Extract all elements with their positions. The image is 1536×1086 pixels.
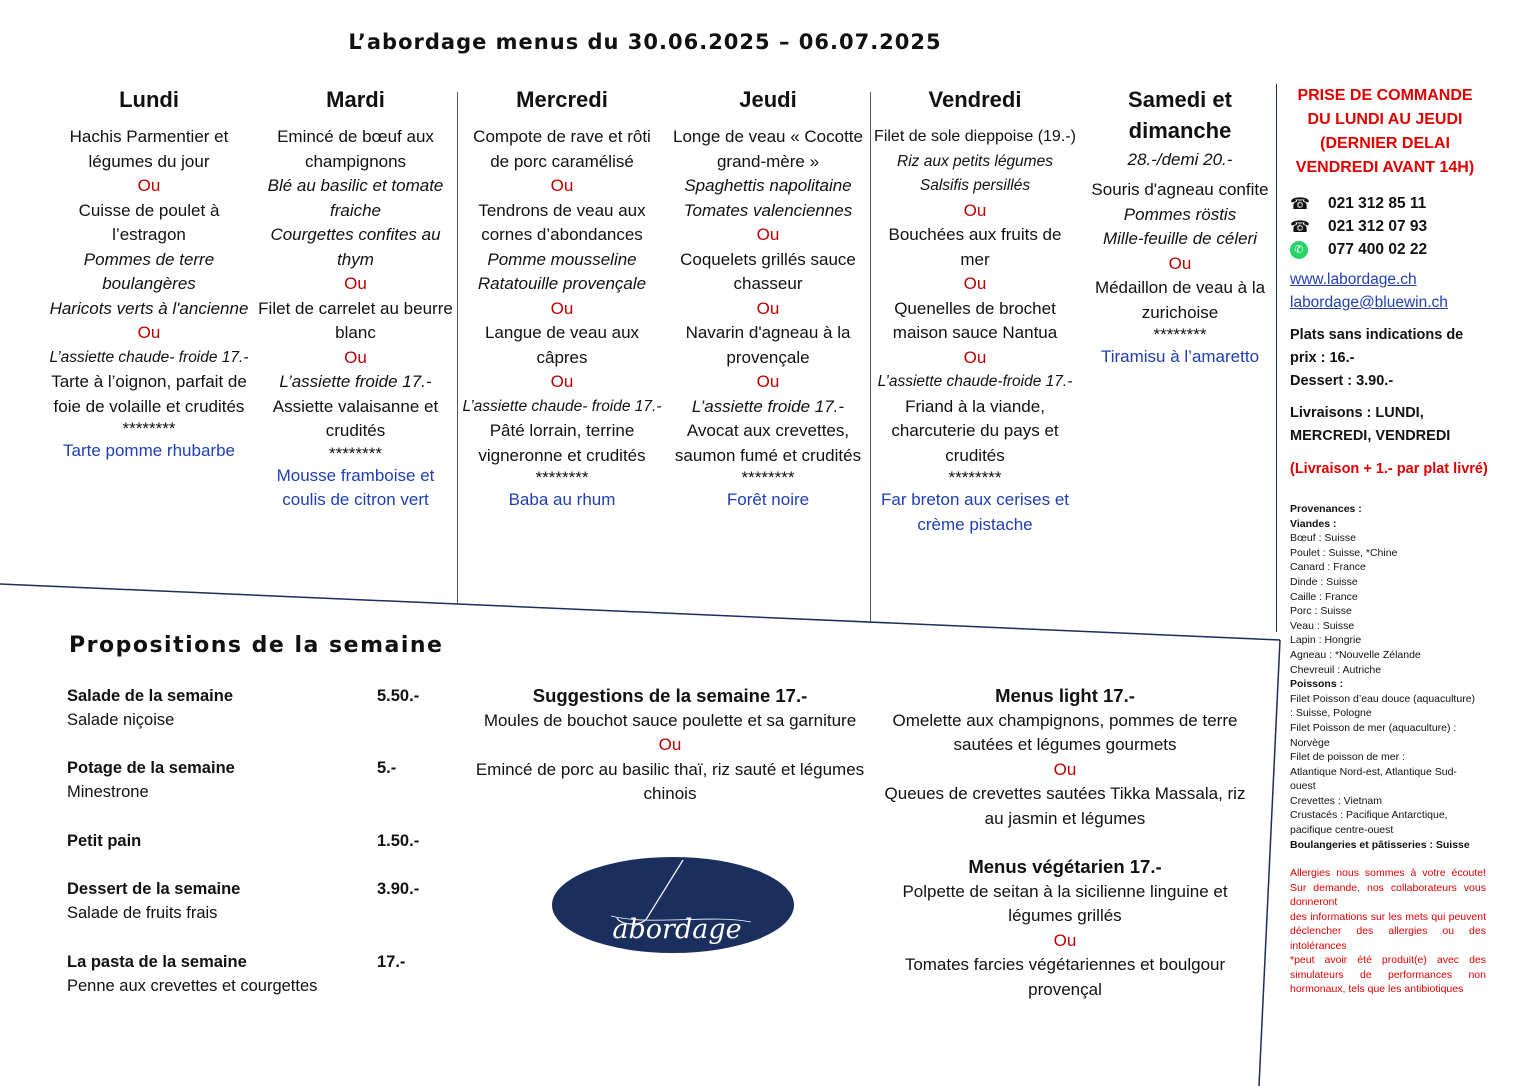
- provenance-line: Chevreuil : Autriche: [1290, 663, 1382, 676]
- menu-line: Pommes de terre: [83, 249, 215, 269]
- order-deadline: [1290, 84, 1480, 180]
- email-link[interactable]: labordage@bluewin.ch: [1290, 294, 1448, 311]
- or-separator: Ou: [658, 735, 682, 754]
- phone-row[interactable]: [1290, 238, 1427, 261]
- menu-line: boulangères: [102, 274, 196, 293]
- or-separator: Ou: [137, 176, 161, 195]
- menu-line: Coquelets grillés sauce: [680, 249, 856, 269]
- proposition-desc: Salade niçoise: [67, 711, 175, 729]
- menu-line: Salsifis persillés: [919, 177, 1031, 194]
- menu-line: L’assiette chaude- froide 17.-: [462, 397, 662, 415]
- provenance-line: Agneau : *Nouvelle Zélande: [1290, 648, 1421, 661]
- menu-line: Polpette de seitan à la sicilienne linguine et: [902, 881, 1228, 901]
- provenance-line: Norvège: [1290, 736, 1330, 749]
- order-line: VENDREDI AVANT 14H): [1295, 159, 1475, 176]
- price-line: prix : 16.-: [1290, 350, 1355, 366]
- provenance-line: Filet de poisson de mer :: [1290, 751, 1405, 764]
- menu-line: Cuisse de poulet à: [78, 200, 220, 220]
- allergy-notice: [1290, 866, 1486, 997]
- proposition-price: 5.50.-: [377, 687, 420, 705]
- menu-line: mer: [960, 249, 990, 269]
- delivery-line: MERCREDI, VENDREDI: [1290, 428, 1451, 444]
- proposition-price: 3.90.-: [377, 880, 420, 898]
- menu-line: maison sauce Nantua: [892, 323, 1058, 342]
- menu-line: grand-mère »: [716, 151, 820, 171]
- delivery-fee: (Livraison + 1.- par plat livré): [1290, 461, 1488, 477]
- price-line: Plats sans indications de: [1290, 327, 1464, 343]
- or-separator: Ou: [1053, 759, 1077, 779]
- menu-line: au jasmin et légumes: [984, 808, 1146, 828]
- proposition-name: Salade de la semaine: [67, 687, 234, 705]
- day-name: Jeudi: [739, 87, 797, 112]
- suggestions-heading: Suggestions de la semaine 17.-: [532, 685, 808, 706]
- whatsapp-icon: ✆: [1290, 240, 1328, 259]
- phone-row[interactable]: [1290, 215, 1427, 238]
- menu-line: saumon fumé et crudités: [674, 445, 862, 465]
- menu-line: légumes grillés: [1008, 906, 1122, 925]
- menu-line: charcuterie du pays et: [891, 421, 1059, 440]
- menu-line: Tarte à l’oignon, parfait de: [51, 372, 247, 391]
- phone-row[interactable]: [1290, 192, 1427, 215]
- provenance-line: ouest: [1290, 780, 1316, 793]
- or-separator: Ou: [344, 274, 367, 293]
- menu-line: Souris d'agneau confite: [1091, 180, 1269, 199]
- menu-line: Queues de crevettes sautées Tikka Massala, riz: [884, 784, 1246, 803]
- proposition-price: 5.-: [377, 759, 397, 777]
- dessert-line: Tarte pomme rhubarbe: [63, 441, 235, 460]
- or-separator: Ou: [963, 274, 987, 293]
- provenance-line: Poulet : Suisse, *Chine: [1290, 546, 1398, 559]
- menu-line: blanc: [335, 323, 376, 342]
- allergy-text: Allergies nous sommes à votre écoute! Sur demande, nos collaborateurs vous donneront: [1290, 867, 1486, 908]
- phone-icon: ☎: [1290, 195, 1310, 213]
- menus-vegetarian-lines: [875, 880, 1255, 1003]
- dessert-line: Mousse framboise et: [276, 465, 435, 485]
- or-separator: Ou: [756, 372, 780, 391]
- menu-line: Moules de bouchot sauce poulette et sa garniture: [483, 710, 857, 730]
- dessert-line: Baba au rhum: [508, 490, 616, 509]
- provenance-line: Boulangeries et pâtisseries : Suisse: [1290, 838, 1470, 851]
- provenance-line: Dinde : Suisse: [1290, 575, 1358, 588]
- provenance-line: : Suisse, Pologne: [1290, 707, 1372, 720]
- menu-line: Navarin d'agneau à la: [685, 323, 851, 342]
- proposition-name: Potage de la semaine: [67, 759, 235, 777]
- page-title: L’abordage menus du 30.06.2025 – 06.07.2025: [348, 30, 942, 54]
- menus-vegetarian-block: [875, 855, 1255, 1002]
- suggestions-lines: [470, 709, 870, 807]
- website-link[interactable]: www.labordage.ch: [1290, 271, 1417, 288]
- provenance-line: Bœuf : Suisse: [1290, 532, 1356, 545]
- day-name: Mercredi: [516, 87, 608, 112]
- menu-line: Emincé de bœuf aux: [277, 127, 434, 146]
- proposition-price: 1.50.-: [377, 832, 420, 850]
- provenance-line: Filet Poisson d’eau douce (aquaculture): [1290, 692, 1476, 705]
- provenance-line: Canard : France: [1290, 561, 1366, 574]
- propositions-title: Propositions de la semaine: [69, 633, 444, 658]
- menu-line: l’estragon: [112, 225, 186, 244]
- proposition-item: [67, 877, 427, 925]
- menus-vegetarian-heading: Menus végétarien 17.-: [968, 856, 1162, 877]
- stars-divider: ********: [948, 468, 1002, 487]
- menu-line: de porc caramélisé: [490, 151, 634, 171]
- menu-line: Tomates farcies végétariennes et boulgour: [904, 955, 1226, 974]
- delivery-line: Livraisons : LUNDI,: [1290, 405, 1424, 421]
- menu-line: Compote de rave et rôti: [473, 127, 651, 146]
- menu-line: Filet de sole dieppoise (19.-): [874, 128, 1076, 145]
- provenance-line: Filet Poisson de mer (aquaculture) :: [1290, 721, 1457, 734]
- dessert-line: Tiramisu à l’amaretto: [1100, 347, 1260, 366]
- delivery-info: [1290, 402, 1490, 448]
- menu-line: L’assiette froide 17.-: [279, 372, 432, 391]
- menu-line: zurichoise: [1141, 302, 1219, 322]
- contact-links: [1290, 268, 1448, 314]
- menu-line: sautées et légumes gourmets: [953, 735, 1177, 754]
- proposition-item: [67, 756, 427, 804]
- dessert-line: crème pistache: [917, 514, 1033, 534]
- allergy-text: des informations sur les mets qui peuvent déclencher des allergies ou des intolérances: [1290, 910, 1486, 952]
- menu-line: chinois: [643, 784, 697, 803]
- provenance-line: Crustacés : Pacifique Antarctique,: [1290, 809, 1448, 822]
- menu-line: L’assiette chaude-froide 17.-: [877, 373, 1073, 390]
- suggestions-block: [470, 684, 870, 807]
- proposition-desc: Minestrone: [67, 783, 149, 801]
- menu-line: Emincé de porc au basilic thaï, riz sauté et légumes: [475, 759, 865, 779]
- provenance-line: Provenances :: [1290, 503, 1362, 515]
- menu-line: Mille-feuille de céleri: [1102, 229, 1257, 248]
- menu-line: Pâté lorrain, terrine: [489, 421, 635, 440]
- menu-line: Ratatouille provençale: [477, 274, 647, 293]
- order-line: DU LUNDI AU JEUDI: [1307, 111, 1463, 128]
- proposition-item: [67, 950, 427, 998]
- menu-line: provençale: [726, 347, 810, 367]
- menus-light-heading: Menus light 17.-: [995, 685, 1135, 706]
- menus-light-lines: [875, 709, 1255, 832]
- logo-wordmark: abordage: [612, 914, 742, 945]
- or-separator: Ou: [1053, 930, 1077, 950]
- provenance-line: Porc : Suisse: [1290, 605, 1352, 618]
- phone-icon: ☎: [1290, 218, 1310, 236]
- labordage-logo: [551, 856, 795, 954]
- proposition-item: [67, 829, 427, 853]
- menu-line: Longe de veau « Cocotte: [673, 127, 863, 146]
- menu-line: Friand à la viande,: [905, 396, 1045, 416]
- phone-number: 077 400 02 22: [1328, 240, 1428, 258]
- menu-line: chasseur: [733, 274, 803, 293]
- or-separator: Ou: [963, 200, 987, 220]
- provenance-line: Poissons :: [1290, 678, 1344, 691]
- menu-line: Tendrons de veau aux: [478, 200, 646, 220]
- provenances-list: [1290, 502, 1490, 852]
- or-separator: Ou: [1168, 253, 1192, 273]
- phone-list: [1290, 192, 1427, 261]
- provenance-line: Lapin : Hongrie: [1290, 634, 1362, 647]
- provenance-line: pacifique centre-ouest: [1290, 824, 1394, 837]
- menu-line: champignons: [304, 151, 407, 171]
- phone-number: 021 312 07 93: [1328, 217, 1428, 235]
- proposition-desc: Penne aux crevettes et courgettes: [67, 977, 318, 995]
- provenance-line: Caille : France: [1290, 590, 1358, 603]
- allergy-text: *peut avoir été produit(e) avec des simulateurs de performances non hormonaux, tels que les antibiotiques: [1290, 954, 1486, 995]
- or-separator: Ou: [963, 347, 987, 367]
- or-separator: Ou: [550, 176, 574, 195]
- menu-line: Pommes röstis: [1123, 204, 1237, 224]
- menu-line: crudités: [325, 421, 386, 440]
- or-separator: Ou: [344, 347, 367, 367]
- dessert-line: Far breton aux cerises et: [880, 490, 1070, 509]
- phone-number: 021 312 85 11: [1328, 194, 1427, 212]
- proposition-name: Petit pain: [67, 832, 142, 850]
- price-info: [1290, 324, 1490, 393]
- menu-line: vigneronne et crudités: [478, 445, 646, 465]
- order-line: PRISE DE COMMANDE: [1297, 87, 1473, 104]
- or-separator: Ou: [756, 225, 780, 244]
- menu-line: Médaillon de veau à la: [1094, 278, 1266, 297]
- stars-divider: ********: [535, 468, 589, 487]
- menu-line: Spaghettis napolitaine: [684, 176, 852, 195]
- menu-line: Omelette aux champignons, pommes de terre: [892, 710, 1238, 730]
- proposition-name: La pasta de la semaine: [67, 953, 247, 971]
- or-separator: Ou: [550, 372, 574, 391]
- menu-line: Riz aux petits légumes: [897, 152, 1053, 170]
- menu-line: Avocat aux crevettes,: [686, 421, 850, 440]
- proposition-name: Dessert de la semaine: [67, 880, 241, 898]
- menu-line: thym: [337, 249, 374, 269]
- provenance-line: Viandes :: [1290, 517, 1337, 530]
- menu-line: L’assiette chaude- froide 17.-: [49, 348, 249, 366]
- or-separator: Ou: [137, 323, 161, 342]
- or-separator: Ou: [550, 298, 574, 318]
- menu-line: Bouchées aux fruits de: [888, 225, 1062, 244]
- menu-line: Assiette valaisanne et: [272, 396, 439, 416]
- stars-divider: ********: [741, 468, 795, 487]
- order-line: (DERNIER DELAI: [1320, 135, 1450, 152]
- menu-line: Hachis Parmentier et: [69, 127, 229, 146]
- menu-line: Langue de veau aux: [484, 323, 640, 342]
- stars-divider: ********: [122, 419, 176, 438]
- proposition-price: 17.-: [377, 953, 406, 971]
- dessert-line: coulis de citron vert: [282, 490, 429, 509]
- provenance-line: Crevettes : Vietnam: [1290, 794, 1383, 807]
- menu-line: L’assiette froide 17.-: [691, 396, 845, 416]
- menu-line: Filet de carrelet au beurre: [258, 298, 453, 318]
- menu-line: Courgettes confites au: [270, 225, 441, 244]
- stars-divider: ********: [1153, 325, 1207, 344]
- menu-line: câpres: [536, 347, 588, 367]
- menu-line: Tomates valenciennes: [683, 200, 853, 220]
- day-name: Vendredi: [928, 87, 1022, 112]
- day-name: Mardi: [326, 87, 385, 112]
- menu-line: fraiche: [329, 200, 382, 220]
- weekend-price: 28.-/demi 20.-: [1127, 150, 1233, 169]
- menu-line: Quenelles de brochet: [894, 298, 1056, 318]
- proposition-item: [67, 684, 427, 732]
- stars-divider: ********: [329, 443, 382, 463]
- provenance-line: Veau : Suisse: [1290, 619, 1355, 632]
- menu-line: provençal: [1028, 979, 1102, 999]
- menu-line: cornes d’abondances: [481, 225, 643, 244]
- menu-line: Pomme mousseline: [487, 249, 637, 269]
- menu-line: Blé au basilic et tomate: [267, 176, 444, 195]
- menu-line: crudités: [945, 445, 1005, 465]
- provenance-line: Atlantique Nord-est, Atlantique Sud-: [1290, 765, 1457, 778]
- day-name: Samedi et dimanche: [1128, 87, 1232, 143]
- proposition-desc: Salade de fruits frais: [67, 904, 218, 922]
- menu-line: légumes du jour: [88, 151, 210, 171]
- menu-line: foie de volaille et crudités: [53, 396, 245, 416]
- menus-light-block: [875, 684, 1255, 831]
- or-separator: Ou: [756, 298, 780, 318]
- menu-line: Haricots verts à l'ancienne: [49, 298, 249, 318]
- dessert-line: Forêt noire: [726, 490, 810, 509]
- price-line: Dessert : 3.90.-: [1290, 373, 1394, 389]
- day-name: Lundi: [119, 87, 179, 112]
